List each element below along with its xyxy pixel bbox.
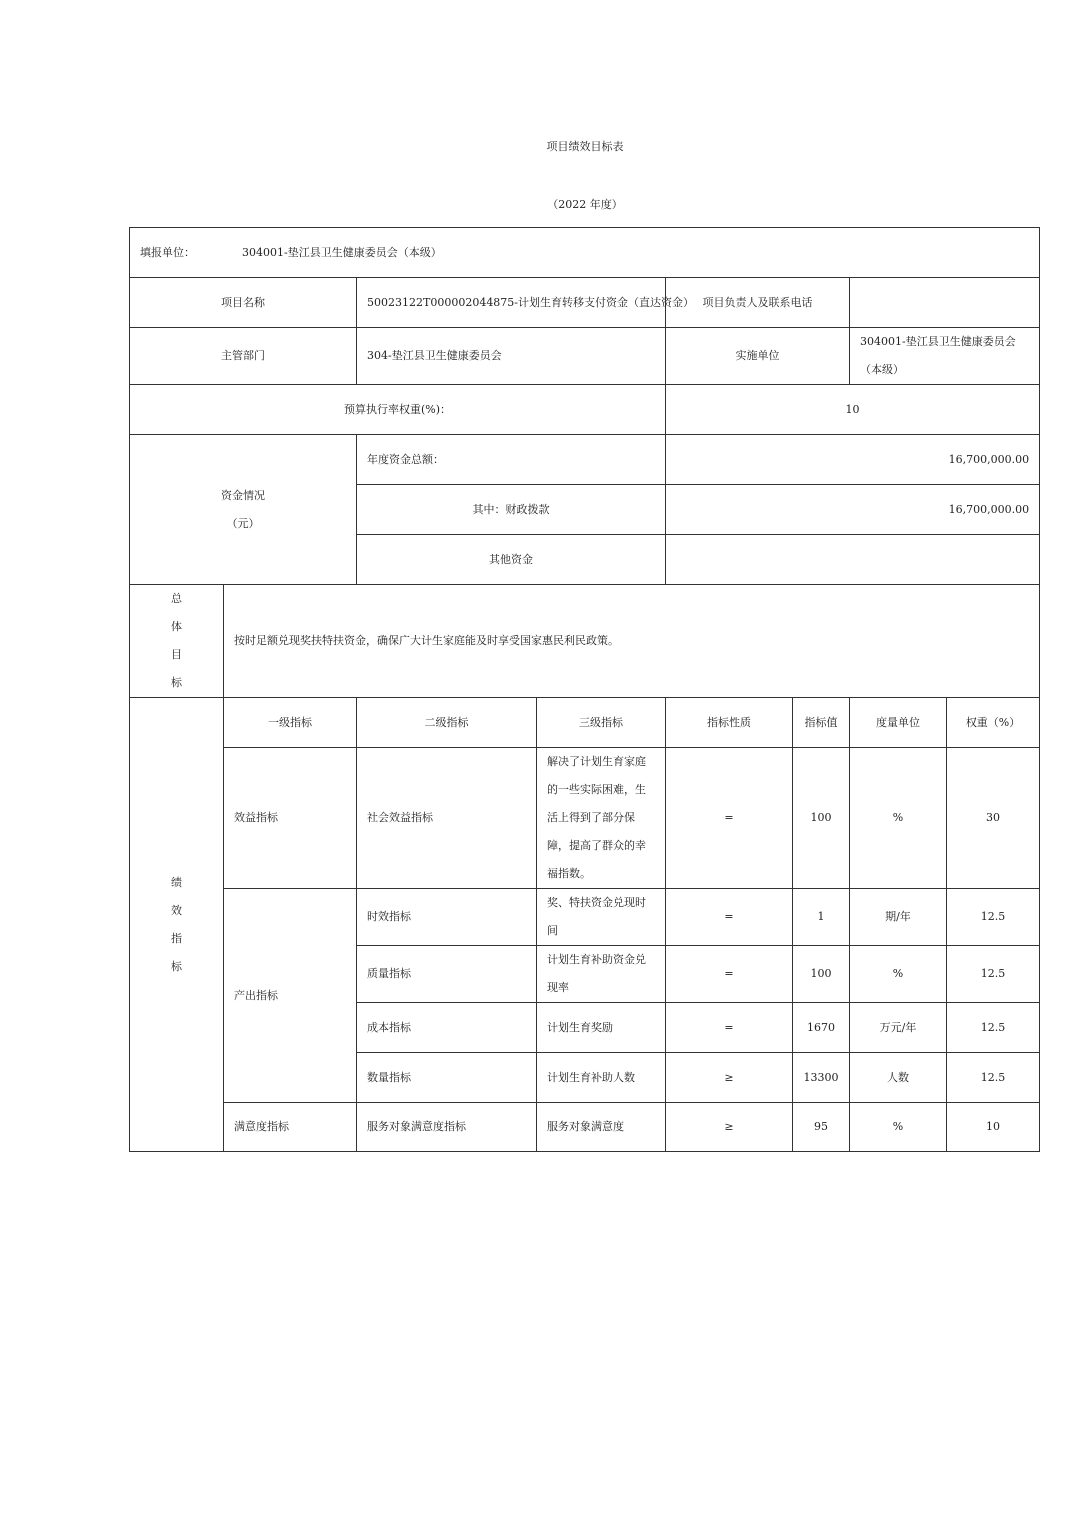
funds-label-line2: （元） [226, 516, 260, 530]
cell-level1: 效益指标 [224, 748, 357, 889]
cell-weight: 12.5 [947, 1053, 1040, 1103]
cell-weight: 12.5 [947, 1003, 1040, 1053]
cell-value: 1670 [793, 1003, 850, 1053]
contact-value [850, 278, 1040, 328]
header-level2: 二级指标 [357, 698, 537, 748]
funds-other-label: 其他资金 [357, 535, 666, 585]
cell-weight: 30 [947, 748, 1040, 889]
header-unit: 度量单位 [850, 698, 947, 748]
impl-label: 实施单位 [666, 328, 850, 385]
filler-row [130, 228, 1040, 278]
cell-value: 95 [793, 1103, 850, 1152]
cell-level3: 奖、特扶资金兑现时间 [537, 889, 666, 946]
cell-nature: = [666, 748, 793, 889]
cell-level2: 数量指标 [357, 1053, 537, 1103]
year-subtitle: （2022 年度） [547, 198, 623, 211]
cell-level2: 成本指标 [357, 1003, 537, 1053]
funds-total-value: 16,700,000.00 [666, 435, 1040, 485]
cell-weight: 12.5 [947, 889, 1040, 946]
goal-label-char: 体 [171, 620, 182, 633]
goal-label-char: 标 [171, 676, 182, 689]
header-weight: 权重（%） [947, 698, 1040, 748]
table-row [130, 1103, 1040, 1152]
cell-level2: 时效指标 [357, 889, 537, 946]
header-level3: 三级指标 [537, 698, 666, 748]
cell-weight: 12.5 [947, 946, 1040, 1003]
table-row [130, 889, 1040, 946]
project-name-value: 50023122T000002044875-计划生育转移支付资金（直达资金） [357, 278, 666, 328]
budget-weight-label: 预算执行率权重(%)： [130, 385, 666, 435]
cell-nature: = [666, 946, 793, 1003]
cell-value: 1 [793, 889, 850, 946]
cell-level3: 计划生育补助资金兑现率 [537, 946, 666, 1003]
goal-label [130, 585, 224, 698]
header-nature: 指标性质 [666, 698, 793, 748]
funds-fiscal-value: 16,700,000.00 [666, 485, 1040, 535]
cell-weight: 10 [947, 1103, 1040, 1152]
performance-table [129, 227, 1040, 1152]
contact-label: 项目负责人及联系电话 [666, 278, 850, 328]
cell-value: 100 [793, 748, 850, 889]
budget-weight-value: 10 [666, 385, 1040, 435]
page-title: 项目绩效目标表 [546, 140, 624, 153]
cell-level1: 产出指标 [224, 889, 357, 1103]
cell-unit: 期/年 [850, 889, 947, 946]
goal-label-char: 目 [171, 648, 182, 661]
cell-nature: = [666, 889, 793, 946]
indicators-label-char: 标 [171, 959, 182, 973]
funds-other-value [666, 535, 1040, 585]
filler-value: 304001-垫江县卫生健康委员会（本级） [242, 245, 442, 259]
cell-unit: 人数 [850, 1053, 947, 1103]
cell-level3: 解决了计划生育家庭的一些实际困难，生活上得到了部分保障，提高了群众的幸福指数。 [537, 748, 666, 889]
project-name-label: 项目名称 [130, 278, 357, 328]
cell-level2: 社会效益指标 [357, 748, 537, 889]
cell-unit: % [850, 1103, 947, 1152]
funds-total-label: 年度资金总额： [357, 435, 666, 485]
cell-nature: = [666, 1003, 793, 1053]
funds-label [130, 435, 357, 585]
dept-label: 主管部门 [130, 328, 357, 385]
cell-unit: 万元/年 [850, 1003, 947, 1053]
funds-label-line1: 资金情况 [221, 488, 265, 502]
cell-level2: 服务对象满意度指标 [357, 1103, 537, 1152]
cell-level3: 计划生育奖励 [537, 1003, 666, 1053]
funds-fiscal-label: 其中：财政拨款 [357, 485, 666, 535]
impl-value: 304001-垫江县卫生健康委员会（本级） [850, 328, 1040, 385]
cell-nature: ≥ [666, 1103, 793, 1152]
cell-unit: % [850, 946, 947, 1003]
dept-value: 304-垫江县卫生健康委员会 [357, 328, 666, 385]
cell-level2: 质量指标 [357, 946, 537, 1003]
indicators-label-char: 指 [171, 931, 182, 945]
cell-unit: % [850, 748, 947, 889]
filler-label: 填报单位： [140, 245, 195, 259]
cell-nature: ≥ [666, 1053, 793, 1103]
goal-label-char: 总 [171, 592, 182, 605]
indicators-label [130, 698, 224, 1152]
cell-value: 13300 [793, 1053, 850, 1103]
cell-level3: 服务对象满意度 [537, 1103, 666, 1152]
cell-level1: 满意度指标 [224, 1103, 357, 1152]
header-value: 指标值 [793, 698, 850, 748]
header-level1: 一级指标 [224, 698, 357, 748]
indicators-label-char: 绩 [171, 875, 182, 889]
indicators-label-char: 效 [171, 903, 182, 917]
goal-text: 按时足额兑现奖扶特扶资金，确保广大计生家庭能及时享受国家惠民利民政策。 [224, 585, 1040, 698]
table-row [130, 748, 1040, 889]
cell-level3: 计划生育补助人数 [537, 1053, 666, 1103]
cell-value: 100 [793, 946, 850, 1003]
